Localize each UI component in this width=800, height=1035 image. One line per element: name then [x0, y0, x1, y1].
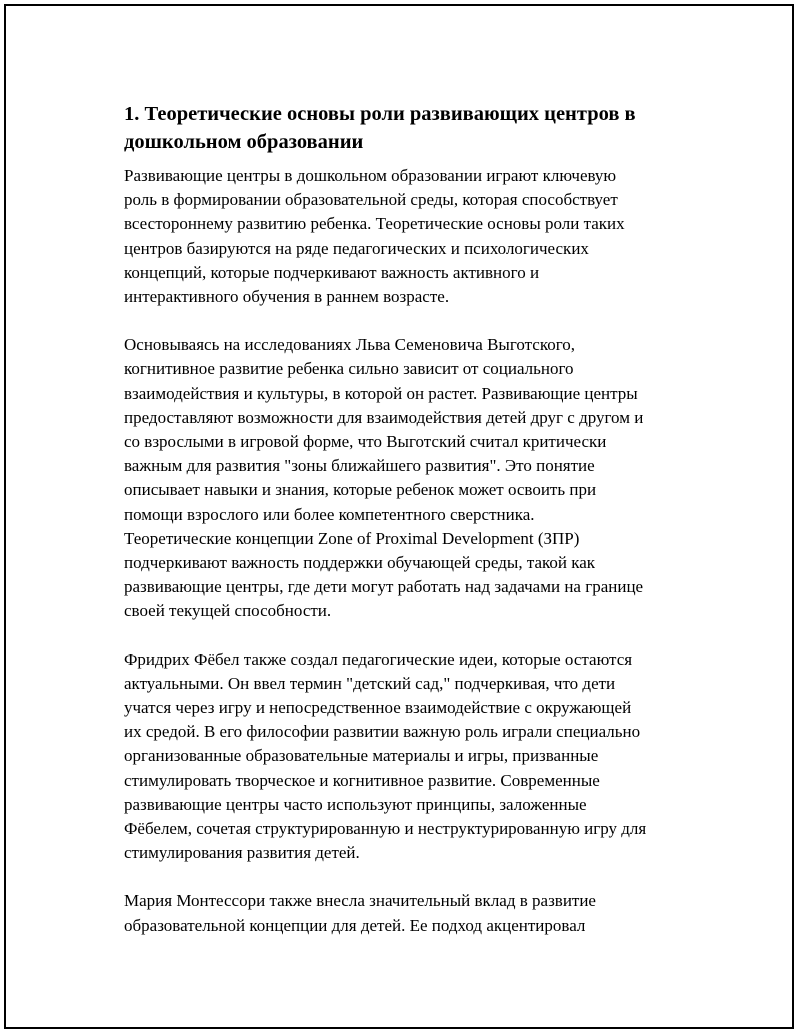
- paragraph-vygotsky: Основываясь на исследованиях Льва Семеновича Выготского, когнитивное развитие ребенка сильно зависит от социального взаимодействия и культуры, в которой он растет. Развивающие центры предоставляют возможности для взаимодействия детей друг с другом и со взрослыми в игровой форме, что Выготский считал критически важным для развития "зоны ближайшего развития". Это понятие описывает навыки и знания, которые ребенок может освоить при помощи взрослого или более компетентного сверстника. Теоретические концепции Zone of Proximal Development (ЗПР) подчеркивают важность поддержки обучающей среды, такой как развивающие центры, где дети могут работать над задачами на границе своей текущей способности.: [124, 335, 644, 621]
- paragraph-montessori: Мария Монтессори также внесла значительный вклад в развитие образовательной концепции для детей. Ее подход акцентировал: [124, 891, 596, 935]
- page: [4, 4, 794, 1029]
- paragraph-intro: Развивающие центры в дошкольном образовании играют ключевую роль в формировании образовательной среды, которая способствует всестороннему развитию ребенка. Теоретические основы роли таких центров базируются на ряде педагогических и психологических концепций, которые подчеркивают важность активного и интерактивного обучения в раннем возрасте.: [124, 166, 625, 307]
- document-body: [124, 100, 709, 938]
- section-heading: 1. Теоретические основы роли развивающих центров в дошкольном образовании: [124, 103, 636, 153]
- paragraph-froebel: Фридрих Фёбел также создал педагогические идеи, которые остаются актуальными. Он ввел термин "детский сад," подчеркивая, что дети учатся через игру и непосредственное взаимодействие с окружающей их средой. В его философии развитии важную роль играли специально организованные образовательные материалы и игры, призванные стимулировать творческое и когнитивное развитие. Современные развивающие центры часто используют принципы, заложенные Фёбелем, сочетая структурированную и неструктурированную игру для стимулирования развития детей.: [124, 649, 647, 863]
